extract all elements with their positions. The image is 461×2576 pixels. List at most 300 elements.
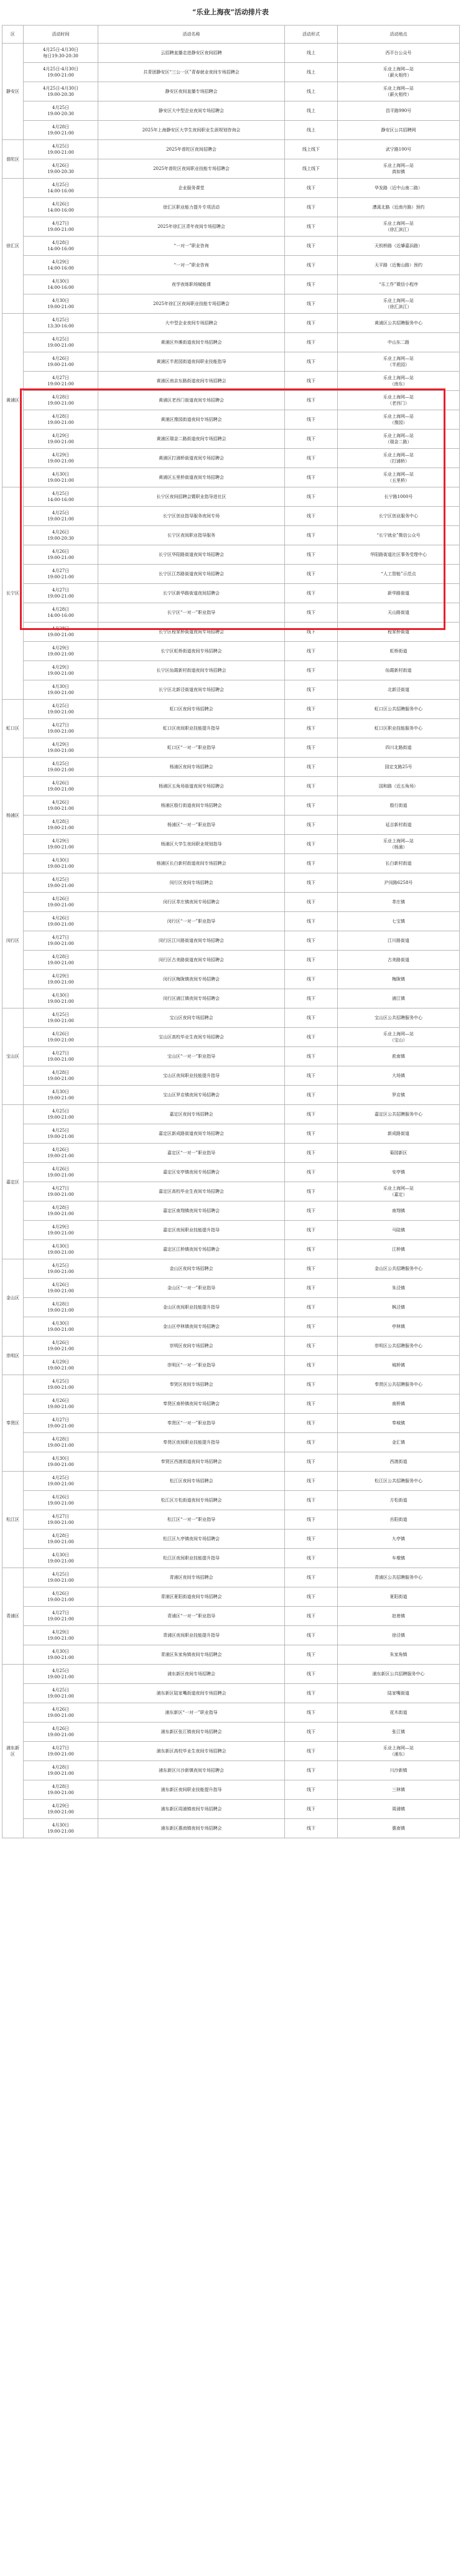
activity-form-cell: 线下: [285, 584, 338, 603]
table-row: [2, 1723, 460, 1742]
activity-name-cell: 长宁区华阳路街道夜间专场招聘会: [98, 545, 285, 565]
location-cell: 南桥镇: [338, 1394, 460, 1414]
location-cell: 安亭镇: [338, 1163, 460, 1182]
activity-form-cell: 线下: [285, 565, 338, 584]
activity-name-cell: 黄浦区打浦桥街道夜间专场招聘会: [98, 449, 285, 468]
activity-form-cell: 线下: [285, 1221, 338, 1240]
time-cell: 4月28日 19:00-21:00: [24, 1761, 98, 1780]
location-cell: 夏阳街道: [338, 1587, 460, 1607]
time-cell: 4月25日-4月30日 19:00-20:30: [24, 82, 98, 101]
location-cell: 乐业上海网—站 （薪火相传）: [338, 63, 460, 82]
location-cell: 方松街道: [338, 1491, 460, 1510]
activity-name-cell: 浦东新区夜间职业技能提升指导: [98, 1780, 285, 1800]
activity-name-cell: 闵行区莘庄镇夜间专场招聘会: [98, 893, 285, 912]
time-cell: 4月28日 19:00-21:00: [24, 121, 98, 140]
table-row: [2, 314, 460, 333]
activity-form-cell: 线下: [285, 1375, 338, 1394]
time-cell: 4月26日 19:00-21:00: [24, 1144, 98, 1163]
activity-form-cell: 线下: [285, 1452, 338, 1472]
time-cell: 4月29日 14:00-16:00: [24, 256, 98, 275]
table-row: [2, 256, 460, 275]
table-row: [2, 1066, 460, 1086]
location-cell: 中山东二路: [338, 333, 460, 352]
table-row: [2, 873, 460, 893]
activity-form-cell: 线下: [285, 468, 338, 487]
activity-form-cell: 线下: [285, 507, 338, 526]
activity-form-cell: 线上: [285, 121, 338, 140]
time-cell: 4月29日 19:00-21:00: [24, 1356, 98, 1375]
activity-name-cell: 青浦区“一对一”职业指导: [98, 1607, 285, 1626]
time-cell: 4月27日 19:00-21:00: [24, 1414, 98, 1433]
table-row: [2, 1221, 460, 1240]
location-cell: 乐业上海网—站 （浦东）: [338, 1742, 460, 1761]
activity-name-cell: 2025年普陀区夜间招聘会: [98, 140, 285, 159]
table-row: [2, 333, 460, 352]
table-row: [2, 1800, 460, 1819]
activity-name-cell: “一对一”职业咨询: [98, 237, 285, 256]
activity-name-cell: 长宁区程家桥街道夜间专场招聘会: [98, 623, 285, 642]
time-cell: 4月26日 19:00-21:00: [24, 1163, 98, 1182]
time-cell: 4月29日 19:00-21:00: [24, 738, 98, 758]
activity-form-cell: 线下: [285, 603, 338, 623]
location-cell: 罗店镇: [338, 1086, 460, 1105]
activity-name-cell: 金山区夜间职业技能提升指导: [98, 1298, 285, 1317]
location-cell: 奉贤区公共招聘服务中心: [338, 1375, 460, 1394]
activity-name-cell: 奉贤区夜间职业技能提升指导: [98, 1433, 285, 1452]
time-cell: 4月29日 19:00-21:00: [24, 661, 98, 680]
time-cell: 4月30日 19:00-21:00: [24, 1645, 98, 1665]
time-cell: 4月28日 14:00-16:00: [24, 603, 98, 623]
location-cell: 大场镇: [338, 1066, 460, 1086]
activity-form-cell: 线下: [285, 758, 338, 777]
time-cell: 4月25日-4月30日 每日19:30-20:30: [24, 44, 98, 63]
table-row: [2, 835, 460, 854]
activity-name-cell: “一对一”职业咨询: [98, 256, 285, 275]
location-cell: 嘉定区公共招聘服务中心: [338, 1105, 460, 1124]
time-cell: 4月30日 19:00-21:00: [24, 854, 98, 873]
activity-form-cell: 线下: [285, 835, 338, 854]
time-cell: 4月26日 19:00-20:30: [24, 526, 98, 545]
activity-name-cell: 宝山区高校毕业生夜间专场招聘会: [98, 1028, 285, 1047]
activity-form-cell: 线下: [285, 1819, 338, 1838]
location-cell: 枫泾镇: [338, 1298, 460, 1317]
location-cell: 乐业上海网—站 （五里桥）: [338, 468, 460, 487]
activity-form-cell: 线下: [285, 989, 338, 1008]
activity-form-cell: 线下: [285, 1279, 338, 1298]
activity-form-cell: 线下: [285, 198, 338, 217]
activity-form-cell: 线下: [285, 526, 338, 545]
activity-name-cell: 黄浦区半淞园街道夜间职业技能指导: [98, 352, 285, 372]
location-cell: 陆家嘴街道: [338, 1684, 460, 1703]
time-cell: 4月26日 19:00-21:00: [24, 777, 98, 796]
table-row: [2, 931, 460, 951]
activity-name-cell: 黄浦区五里桥街道夜间专场招聘会: [98, 468, 285, 487]
location-cell: 乐业上海网—站 （徐汇滨江）: [338, 294, 460, 314]
activity-form-cell: 线下: [285, 1028, 338, 1047]
table-row: [2, 970, 460, 989]
time-cell: 4月28日 19:00-21:00: [24, 391, 98, 410]
activity-name-cell: 宝山区夜间专场招聘会: [98, 1008, 285, 1028]
location-cell: “长宁就业”微信公众号: [338, 526, 460, 545]
district-cell: 青浦区: [2, 1568, 24, 1665]
activity-form-cell: 线下: [285, 1568, 338, 1587]
time-cell: 4月29日 19:00-21:00: [24, 642, 98, 661]
activity-form-cell: 线下: [285, 545, 338, 565]
location-cell: 乐业上海网—站 （豫园）: [338, 410, 460, 430]
time-cell: 4月25日 14:00-16:00: [24, 179, 98, 198]
table-row: [2, 430, 460, 449]
time-cell: 4月28日 19:00-21:00: [24, 1298, 98, 1317]
activity-form-cell: 线上: [285, 82, 338, 101]
time-cell: 4月26日 19:00-21:00: [24, 1028, 98, 1047]
activity-name-cell: 虹口区夜间职业技能提升指导: [98, 719, 285, 738]
activity-form-cell: 线下: [285, 275, 338, 294]
activity-form-cell: 线下: [285, 1047, 338, 1066]
location-cell: 乐业上海网—站 （宝山）: [338, 1028, 460, 1047]
table-row: [2, 1201, 460, 1221]
activity-name-cell: 长宁区虹桥街道夜间专场招聘会: [98, 642, 285, 661]
district-cell: 闵行区: [2, 873, 24, 1008]
table-row: [2, 1491, 460, 1510]
table-row: [2, 1317, 460, 1337]
location-cell: 西渡街道: [338, 1452, 460, 1472]
table-row: [2, 1587, 460, 1607]
table-row: [2, 1144, 460, 1163]
time-cell: 4月25日 19:00-21:00: [24, 1375, 98, 1394]
location-cell: 淞南镇: [338, 1047, 460, 1066]
location-cell: 华发路（近中山南二路）: [338, 179, 460, 198]
activity-form-cell: 线下: [285, 217, 338, 237]
table-row: [2, 1665, 460, 1684]
district-cell: 嘉定区: [2, 1105, 24, 1259]
location-cell: 宝山区公共招聘服务中心: [338, 1008, 460, 1028]
activity-form-cell: 线下: [285, 816, 338, 835]
time-cell: 4月29日 19:00-21:00: [24, 1800, 98, 1819]
activity-name-cell: 2025年徐汇区青年夜间专场招聘会: [98, 217, 285, 237]
table-row: [2, 1240, 460, 1259]
table-row: [2, 719, 460, 738]
table-row: [2, 372, 460, 391]
activity-form-cell: 线下: [285, 680, 338, 700]
time-cell: 4月30日 19:00-21:00: [24, 1819, 98, 1838]
location-cell: 崇明区公共招聘服务中心: [338, 1337, 460, 1356]
activity-name-cell: 金山区“一对一”职业指导: [98, 1279, 285, 1298]
location-cell: 梅陇镇: [338, 970, 460, 989]
table-row: [2, 101, 460, 121]
time-cell: 4月25日 19:00-21:00: [24, 1568, 98, 1587]
activity-name-cell: 宝山区夜间职业技能提升指导: [98, 1066, 285, 1086]
activity-name-cell: 浦东新区惠南镇夜间专场招聘会: [98, 1819, 285, 1838]
activity-name-cell: 金山区亭林镇夜间专场招聘会: [98, 1317, 285, 1337]
activity-form-cell: 线下: [285, 873, 338, 893]
activity-form-cell: 线下: [285, 661, 338, 680]
activity-name-cell: 共青团静安区“三公一区”青春就业夜间专场招聘会: [98, 63, 285, 82]
page-title: “乐业上海夜”活动排片表: [192, 8, 269, 16]
activity-form-cell: 线下: [285, 294, 338, 314]
table-row: [2, 893, 460, 912]
time-cell: 4月29日 19:00-21:00: [24, 1221, 98, 1240]
table-row: [2, 237, 460, 256]
activity-name-cell: 奉贤区夜间专场招聘会: [98, 1375, 285, 1394]
location-cell: 国定支路25号: [338, 758, 460, 777]
activity-name-cell: 企业服务课堂: [98, 179, 285, 198]
activity-name-cell: 黄浦区豫园街道夜间专场招聘会: [98, 410, 285, 430]
activity-form-cell: 线上: [285, 44, 338, 63]
time-cell: 4月25日 19:00-20:30: [24, 101, 98, 121]
time-cell: 4月27日 19:00-21:00: [24, 584, 98, 603]
location-cell: 程家桥街道: [338, 623, 460, 642]
time-cell: 4月27日 19:00-21:00: [24, 565, 98, 584]
location-cell: 黄浦区公共招聘服务中心: [338, 314, 460, 333]
activity-name-cell: 浦东新区陆家嘴街道夜间专场招聘会: [98, 1684, 285, 1703]
activity-form-cell: 线下: [285, 738, 338, 758]
activity-form-cell: 线下: [285, 700, 338, 719]
time-cell: 4月27日 19:00-21:00: [24, 1742, 98, 1761]
location-cell: 静安区公共招聘网: [338, 121, 460, 140]
activity-name-cell: 青浦区夏阳街道夜间专场招聘会: [98, 1587, 285, 1607]
activity-name-cell: 嘉定区夜间专场招聘会: [98, 1105, 285, 1124]
location-cell: 金汇镇: [338, 1433, 460, 1452]
activity-name-cell: 松江区“一对一”职业指导: [98, 1510, 285, 1530]
activity-name-cell: 夜学夜练职场赋能课: [98, 275, 285, 294]
header-location: 活动地点: [338, 26, 460, 44]
table-row: [2, 1356, 460, 1375]
table-row: [2, 159, 460, 179]
activity-name-cell: 嘉定区夜间职业技能提升指导: [98, 1221, 285, 1240]
district-cell: 浦东新区: [2, 1665, 24, 1838]
activity-form-cell: 线上线下: [285, 159, 338, 179]
location-cell: 朱家角镇: [338, 1645, 460, 1665]
time-cell: 4月25日-4月30日 19:00-21:00: [24, 63, 98, 82]
time-cell: 4月26日 19:00-21:00: [24, 912, 98, 931]
location-cell: 城桥镇: [338, 1356, 460, 1375]
header-name: 活动名称: [98, 26, 285, 44]
table-row: [2, 989, 460, 1008]
activity-name-cell: 嘉定区新成路街道夜间专场招聘会: [98, 1124, 285, 1144]
time-cell: 4月29日 19:00-21:00: [24, 970, 98, 989]
location-cell: 乐业上海网—站 （打浦桥）: [338, 449, 460, 468]
activity-name-cell: 静安区夜间直播专场招聘会: [98, 82, 285, 101]
activity-form-cell: 线下: [285, 623, 338, 642]
location-cell: 天平路（近衡山路）预约: [338, 256, 460, 275]
district-cell: 杨浦区: [2, 758, 24, 873]
activity-name-cell: 长宁区仙霞新村街道夜间专场招聘会: [98, 661, 285, 680]
activity-name-cell: 杨浦区“一对一”职业指导: [98, 816, 285, 835]
table-row: [2, 796, 460, 816]
location-cell: 马陆镇: [338, 1221, 460, 1240]
activity-form-cell: 线下: [285, 1259, 338, 1279]
time-cell: 4月30日 19:00-21:00: [24, 1317, 98, 1337]
activity-form-cell: 线下: [285, 1780, 338, 1800]
activity-form-cell: 线下: [285, 1317, 338, 1337]
activity-name-cell: 崇明区夜间专场招聘会: [98, 1337, 285, 1356]
location-cell: 仙霞新村街道: [338, 661, 460, 680]
time-cell: 4月26日 19:00-21:00: [24, 1337, 98, 1356]
table-row: [2, 700, 460, 719]
table-row: [2, 584, 460, 603]
activity-form-cell: 线下: [285, 1124, 338, 1144]
activity-name-cell: 金山区夜间专场招聘会: [98, 1259, 285, 1279]
location-cell: 川沙新镇: [338, 1761, 460, 1780]
location-cell: 国和路（近五角场）: [338, 777, 460, 796]
activity-name-cell: 长宁区北新泾街道夜间专场招聘会: [98, 680, 285, 700]
activity-name-cell: 杨浦区大学生夜间职业规划指导: [98, 835, 285, 854]
time-cell: 4月28日 19:00-21:00: [24, 1780, 98, 1800]
time-cell: 4月26日 19:00-21:00: [24, 1587, 98, 1607]
activity-form-cell: 线下: [285, 796, 338, 816]
time-cell: 4月25日 19:00-21:00: [24, 1684, 98, 1703]
activity-form-cell: 线下: [285, 352, 338, 372]
table-row: [2, 468, 460, 487]
activity-name-cell: 嘉定区江桥镇夜间专场招聘会: [98, 1240, 285, 1259]
time-cell: 4月30日 14:00-16:00: [24, 275, 98, 294]
activity-name-cell: 闵行区夜间专场招聘会: [98, 873, 285, 893]
location-cell: 殷行街道: [338, 796, 460, 816]
activity-form-cell: 线下: [285, 1607, 338, 1626]
time-cell: 4月25日 19:00-21:00: [24, 1105, 98, 1124]
location-cell: 九亭镇: [338, 1530, 460, 1549]
time-cell: 4月26日 19:00-21:00: [24, 352, 98, 372]
activity-form-cell: 线下: [285, 970, 338, 989]
location-cell: 乐业上海网—站 （杨浦）: [338, 835, 460, 854]
activity-form-cell: 线下: [285, 1510, 338, 1530]
location-cell: 奉城镇: [338, 1414, 460, 1433]
time-cell: 4月27日 19:00-21:00: [24, 1607, 98, 1626]
table-row: [2, 1337, 460, 1356]
time-cell: 4月25日 14:00-16:00: [24, 487, 98, 507]
location-cell: 乐业上海网—站 （老西门）: [338, 391, 460, 410]
time-cell: 4月29日 19:00-21:00: [24, 430, 98, 449]
location-cell: 长宁路1000号: [338, 487, 460, 507]
table-row: [2, 1124, 460, 1144]
location-cell: 金山区公共招聘服务中心: [338, 1259, 460, 1279]
table-row: [2, 1780, 460, 1800]
activity-name-cell: 长宁区夜间招聘会暨职业指导进社区: [98, 487, 285, 507]
table-row: [2, 1684, 460, 1703]
table-row: [2, 1414, 460, 1433]
location-cell: 赵巷镇: [338, 1607, 460, 1626]
time-cell: 4月26日 19:00-21:00: [24, 893, 98, 912]
table-row: [2, 410, 460, 430]
table-row: [2, 44, 460, 63]
table-row: [2, 816, 460, 835]
activity-form-cell: 线下: [285, 1800, 338, 1819]
activity-form-cell: 线下: [285, 1626, 338, 1645]
location-cell: 乐业上海网—站 （南东）: [338, 372, 460, 391]
table-row: [2, 217, 460, 237]
location-cell: 浦江镇: [338, 989, 460, 1008]
time-cell: 4月25日 19:00-21:00: [24, 1259, 98, 1279]
time-cell: 4月30日 19:00-21:00: [24, 1549, 98, 1568]
activity-form-cell: 线下: [285, 951, 338, 970]
activity-form-cell: 线下: [285, 1240, 338, 1259]
location-cell: 乐业上海网—站 真如镇: [338, 159, 460, 179]
activity-name-cell: 杨浦区长白新村街道夜间专场招聘会: [98, 854, 285, 873]
table-row: [2, 1163, 460, 1182]
time-cell: 4月28日 19:00-21:00: [24, 1433, 98, 1452]
activity-name-cell: 闵行区梅陇镇夜间专场招聘会: [98, 970, 285, 989]
location-cell: 岳阳街道: [338, 1510, 460, 1530]
activity-form-cell: 线下: [285, 1105, 338, 1124]
time-cell: 4月26日 19:00-21:00: [24, 1279, 98, 1298]
activity-form-cell: 线下: [285, 333, 338, 352]
activity-name-cell: 青浦区朱家角镇夜间专场招聘会: [98, 1645, 285, 1665]
location-cell: 七宝镇: [338, 912, 460, 931]
activity-form-cell: 线下: [285, 777, 338, 796]
activity-form-cell: 线上: [285, 63, 338, 82]
activity-form-cell: 线下: [285, 1549, 338, 1568]
activity-name-cell: 2025年上海静安区大学生夜间职业生涯规划咨询会: [98, 121, 285, 140]
activity-name-cell: 静安区大中型企业夜间专场招聘会: [98, 101, 285, 121]
table-row: [2, 526, 460, 545]
table-row: [2, 1645, 460, 1665]
time-cell: 4月25日 19:00-21:00: [24, 507, 98, 526]
time-cell: 4月25日 19:00-21:00: [24, 1472, 98, 1491]
location-cell: 张江镇: [338, 1723, 460, 1742]
table-row: [2, 1510, 460, 1530]
table-row: [2, 642, 460, 661]
time-cell: 4月27日 19:00-21:00: [24, 217, 98, 237]
table-row: [2, 1530, 460, 1549]
location-cell: “乐工作”微信小程序: [338, 275, 460, 294]
activity-form-cell: 线下: [285, 1163, 338, 1182]
activity-name-cell: 长宁区新华路街道夜间招聘会: [98, 584, 285, 603]
schedule-body: [2, 44, 460, 1838]
table-row: [2, 1008, 460, 1028]
activity-form-cell: 线下: [285, 237, 338, 256]
activity-form-cell: 线下: [285, 1433, 338, 1452]
activity-form-cell: 线下: [285, 1201, 338, 1221]
time-cell: 4月28日 19:00-21:00: [24, 1201, 98, 1221]
table-row: [2, 1105, 460, 1124]
table-row: [2, 198, 460, 217]
location-cell: 车墩镇: [338, 1549, 460, 1568]
table-row: [2, 1607, 460, 1626]
activity-name-cell: 浦东新区周浦镇夜间专场招聘会: [98, 1800, 285, 1819]
table-row: [2, 738, 460, 758]
table-row: [2, 449, 460, 468]
location-cell: 江川路街道: [338, 931, 460, 951]
activity-form-cell: 线下: [285, 314, 338, 333]
activity-form-cell: 线下: [285, 1761, 338, 1780]
time-cell: 4月25日 19:00-21:00: [24, 758, 98, 777]
activity-form-cell: 线下: [285, 1356, 338, 1375]
table-row: [2, 1742, 460, 1761]
activity-name-cell: 黄浦区老西门街道夜间专场招聘会: [98, 391, 285, 410]
location-cell: 虹桥街道: [338, 642, 460, 661]
table-row: [2, 951, 460, 970]
activity-form-cell: 线下: [285, 449, 338, 468]
location-cell: 长白新村街道: [338, 854, 460, 873]
table-row: [2, 912, 460, 931]
time-cell: 4月27日 19:00-21:00: [24, 1047, 98, 1066]
activity-form-cell: 线下: [285, 391, 338, 410]
location-cell: 天钥桥路（近肇嘉浜路）: [338, 237, 460, 256]
activity-form-cell: 线下: [285, 1414, 338, 1433]
header-district: 区: [2, 26, 24, 44]
activity-name-cell: 杨浦区夜间专场招聘会: [98, 758, 285, 777]
district-cell: 虹口区: [2, 700, 24, 758]
activity-name-cell: 浦东新区高校毕业生夜间专场招聘会: [98, 1742, 285, 1761]
table-row: [2, 1761, 460, 1780]
activity-form-cell: 线下: [285, 1684, 338, 1703]
table-row: [2, 507, 460, 526]
time-cell: 4月28日 19:00-21:00: [24, 1066, 98, 1086]
activity-form-cell: 线下: [285, 256, 338, 275]
time-cell: 4月29日 19:00-21:00: [24, 835, 98, 854]
table-row: [2, 1549, 460, 1568]
activity-name-cell: 嘉定区高校毕业生夜间专场招聘会: [98, 1182, 285, 1201]
